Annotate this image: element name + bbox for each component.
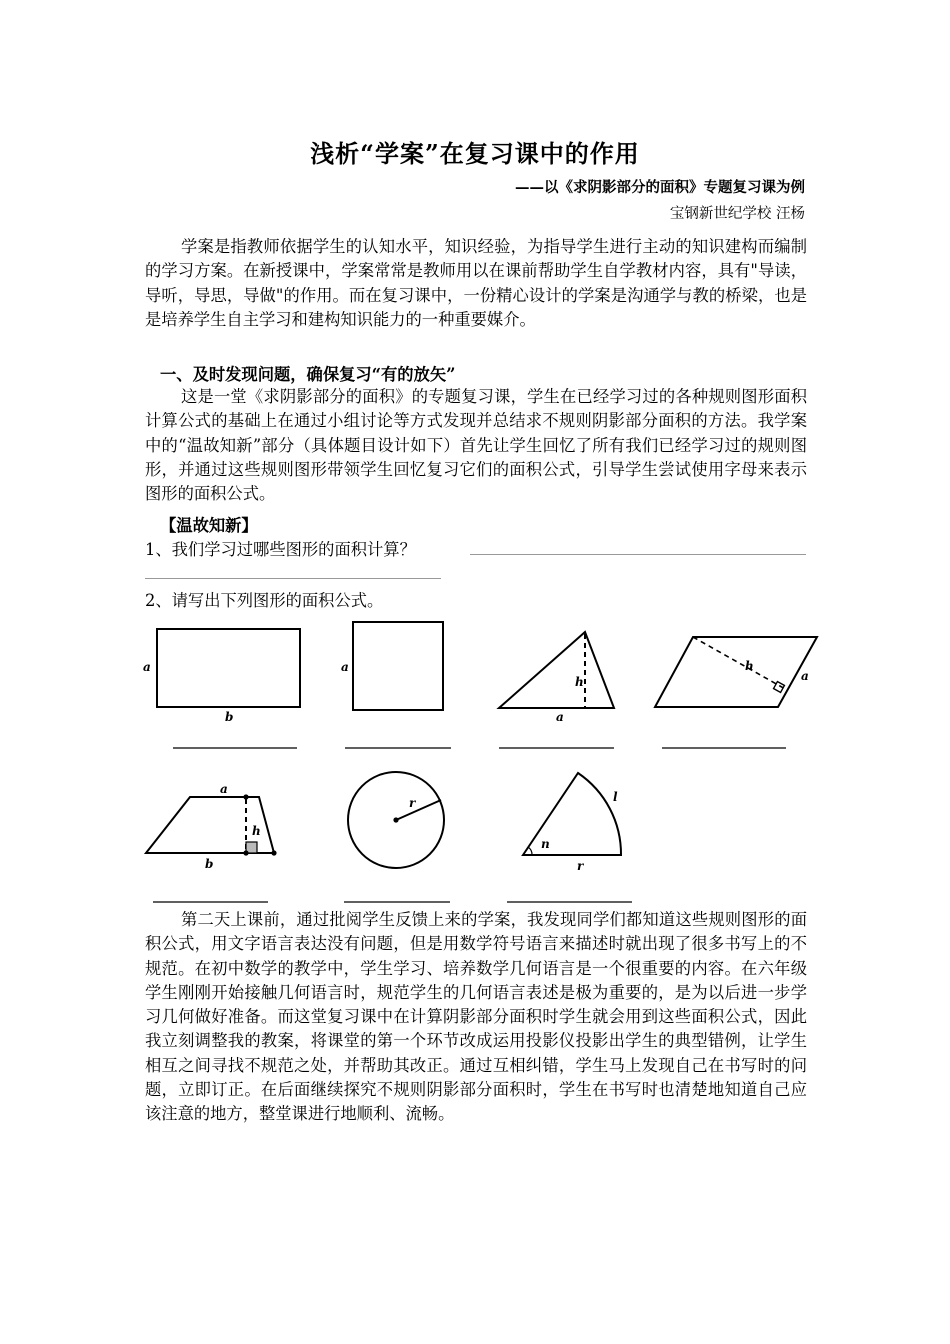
rect-a-label: a: [143, 660, 151, 674]
triangle-figure: [499, 632, 614, 724]
triangle-h-label: h: [575, 675, 584, 689]
section-heading-1: 一、及时发现问题，确保复习“有的放矢”: [160, 365, 456, 384]
subtitle: ——以《求阴影部分的面积》专题复习课为例: [515, 179, 805, 196]
author-line: 宝钢新世纪学校 汪杨: [669, 206, 805, 222]
square-figure: [341, 622, 443, 710]
sector-r-label: r: [577, 859, 584, 873]
circle-r-label: r: [409, 796, 416, 810]
trapezoid-b-label: b: [205, 857, 214, 871]
trapezoid-a-label: a: [220, 782, 228, 796]
triangle-a-label: a: [556, 710, 564, 724]
box-heading: 【温故知新】: [160, 516, 258, 535]
geometry-figures: [0, 610, 950, 910]
question-1: 1、我们学习过哪些图形的面积计算？: [145, 540, 416, 559]
trapezoid-h-label: h: [252, 824, 261, 838]
answer-blank-1: [470, 554, 806, 555]
parallelogram-figure: [655, 637, 817, 707]
section1-paragraph: 这是一堂《求阴影部分的面积》的专题复习课，学生在已经学习过的各种规则图形面积计算公式的基础上在通过小组讨论等方式发现并总结求不规则阴影部分面积的方法。我学案中的“温故知新”部分（具体题目设计如下）首先让学生回忆了所有我们已经学习过的规则图形，并通过这些规则图形带领学生回忆复习它们的面积公式，引导学生尝试使用字母来表示图形的面积公式。: [145, 387, 807, 504]
parallelogram-a-label: a: [801, 669, 809, 683]
intro-paragraph: 学案是指教师依据学生的认知水平，知识经验，为指导学生进行主动的知识建构而编制的学习方案。在新授课中，学案常常是教师用以在课前帮助学生自学教材内容，具有"导读，导听，导思，导做"的作用。而在复习课中，一份精心设计的学案是沟通学与教的桥梁，也是是培养学生自主学习和建构知识能力的一种重要媒介。: [145, 237, 807, 329]
circle-figure: [348, 772, 444, 868]
answer-blank-1b: [145, 578, 441, 579]
page-title: 浅析“学案”在复习课中的作用: [310, 139, 640, 168]
parallelogram-h-label: h: [745, 659, 754, 673]
square-a-label: a: [341, 660, 349, 674]
conclusion-paragraph: 第二天上课前，通过批阅学生反馈上来的学案，我发现同学们都知道这些规则图形的面积公式，用文字语言表达没有问题，但是用数学符号语言来描述时就出现了很多书写上的不规范。在初中数学的教学中，学生学习、培养数学几何语言是一个很重要的内容。在六年级学生刚刚开始接触几何语言时，规范学生的几何语言表述是极为重要的，是为以后进一步学习几何做好准备。而这堂复习课中在计算阴影部分面积时学生就会用到这些面积公式，因此我立刻调整我的教案，将课堂的第一个环节改成运用投影仪投影出学生的典型错例，让学生相互之间寻找不规范之处，并帮助其改正。通过互相纠错，学生马上发现自己在书写时的问题，立即订正。在后面继续探究不规则阴影部分面积时，学生在书写时也清楚地知道自己应该注意的地方，整堂课进行地顺利、流畅。: [145, 910, 807, 1124]
rect-b-label: b: [225, 710, 234, 724]
sector-l-label: l: [613, 790, 618, 804]
trapezoid-figure: [146, 782, 277, 871]
sector-n-label: n: [541, 837, 550, 851]
rectangle-figure: [143, 629, 300, 724]
question-2: 2、请写出下列图形的面积公式。: [145, 591, 384, 610]
sector-figure: [523, 773, 621, 873]
